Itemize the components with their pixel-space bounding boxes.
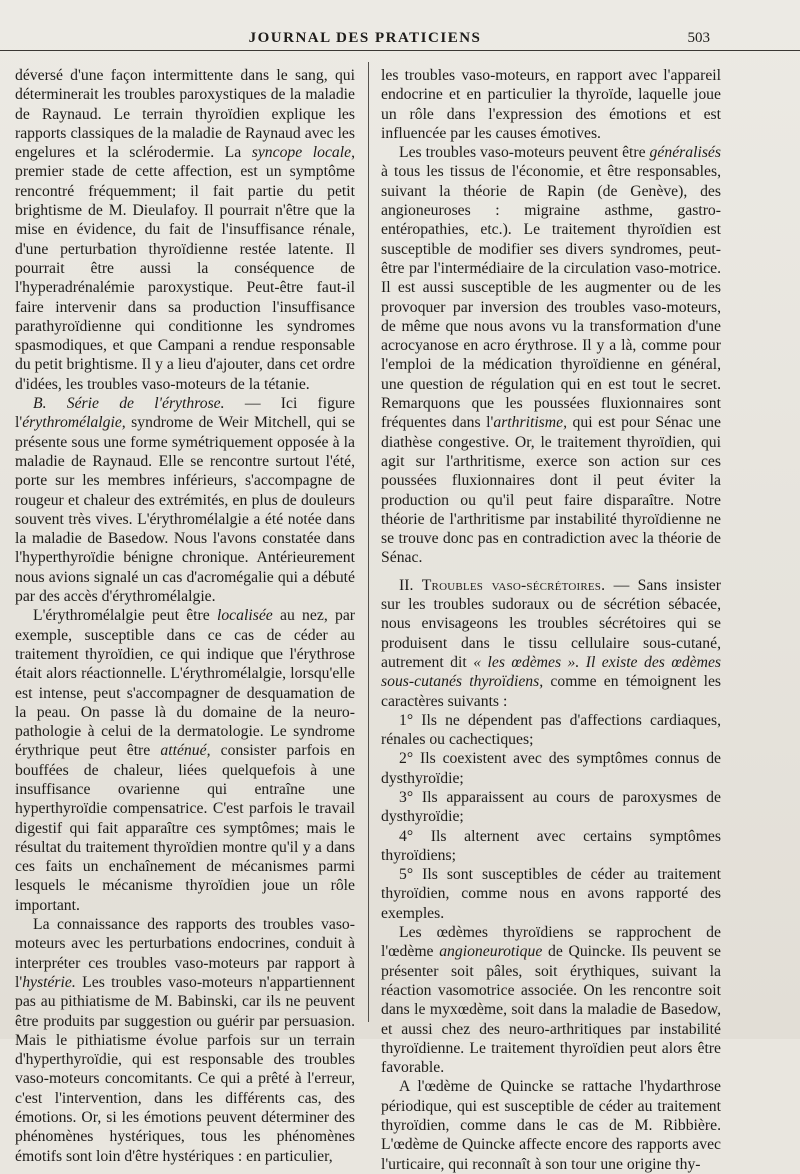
list-item: 2° Ils coexistent avec des symptômes connus de dysthyroïdie; <box>381 750 721 787</box>
paragraph: La connaissance des rapports des troubles vaso-moteurs avec les perturbations endocrines, conduit à interpréter ces troubles vaso-moteurs par rapport à l'hystérie. Les troubles vaso-moteurs n'appartiennent pas au pithiatisme de M. Babinski, car ils ne peuvent être produits par suggestion ou guérir par persuasion. Mais le pithiatisme évolue parfois sur un terrain d'hyperthyroïdie, qui est responsable des troubles vaso-moteurs concomitants. Ce qui a prêté à l'erreur, c'est l'intervention, dans les différents cas, des émotions. Or, si les émotions peuvent déterminer des phénomènes hystériques, tous les phénomènes émotifs sont loin d'être hystériques : en particulier, <box>15 916 355 1165</box>
list-item: 4° Ils alternent avec certains symptômes thyroïdiens; <box>381 827 721 864</box>
list-item: 3° Ils apparaissent au cours de paroxysmes de dysthyroïdie; <box>381 788 721 826</box>
right-column <box>381 66 721 1174</box>
paragraph: Les œdèmes thyroïdiens se rapprochent de l'œdème angioneurotique de Quincke. Ils peuvent se présenter soit pâles, soit érythiques, suivant la réaction vasomotrice associée. On les rencontre soit dans le myxœdème, soit dans la maladie de Basedow, et aussi chez des neuro-arthritiques par instabilité thyroïdienne. Le traitement thyroïdien peut alors être favorable. <box>381 924 722 1077</box>
paragraph: Les troubles vaso-moteurs peuvent être généralisés à tous les tissus de l'économie, et être responsables, suivant la théorie de Rapin (de Genève), des angioneuroses : migraine asthme, gastro-entéropathies, etc.). Le traitement thyroïdien est susceptible de modifier ses divers syndromes, peut-être par l'intermédiaire de la circulation vaso-motrice. Il est aussi susceptible de les augmenter ou de les provoquer par inversion des troubles vaso-moteurs, de même que nous avons vu la transformation d'une acrocyanose en acro érythrose. Il y a là, comme pour l'emploi de la médication thyroïdienne en général, une question de régulation qui en est tout le secret. Remarquons que les poussées fluxionnaires sont fréquentes dans l'arthritisme, qui est pour Sénac une diathèse congestive. Or, le traitement thyroïdien, qui agit sur l'arthritisme, exerce son action sur ces poussées fluxionnaires dont il peut éviter la production ou qu'il peut faire disparaître. Notre théorie de l'arthritisme par instabilité thyroïdienne ne se trouve donc pas en contradiction avec la théorie de Sénac. <box>381 144 721 567</box>
list-item: 1° Ils ne dépendent pas d'affections cardiaques, rénales ou cachectiques; <box>381 711 721 749</box>
paragraph: les troubles vaso-moteurs, en rapport avec l'appareil endocrine et en particulier la thyroïde, laquelle joue un rôle dans l'expression des émotions et est influencée par les causes émotives. <box>381 67 721 142</box>
page-number: 503 <box>687 30 710 46</box>
paragraph: A l'œdème de Quincke se rattache l'hydarthrose périodique, qui est susceptible de céder au traitement thyroïdien, comme dans le cas de M. Ribbière. L'œdème de Quincke affecte encore des rapports avec l'urticaire, qui reconnaît à son tour une origine thy- <box>381 1078 721 1173</box>
section-heading: Troubles vaso-sécrétoires. <box>421 576 606 594</box>
paragraph: B. Série de l'érythrose. — Ici figure l'érythromélalgie, syndrome de Weir Mitchell, qui se présente sous une forme symétriquement opposée à la maladie de Raynaud. Elle se rencontre surtout l'été, porte sur les membres inférieurs, s'accompagne de rougeur et chaleur des extrémités, en plus de douleurs souvent très vives. L'érythromélalgie a été notée dans la maladie de Basedow. Nous l'avons constatée dans l'hyperthyroïdie bénigne chronique. Antérieurement nous avions signalé un cas d'acromégalie qui a débuté par des accès d'érythromélalgie. <box>15 395 355 606</box>
paragraph: L'érythromélalgie peut être localisée au nez, par exemple, susceptible dans ce cas de céder au traitement thyroïdien, ce qui indique que l'érythrose était alors réactionnelle. L'érythromélalgie, lorsqu'elle est intense, peut s'accompagner de desquamation de la peau. On passe là du domaine de la neuro-pathologie à celui de la dermatologie. Le syndrome érythrique peut être atténué, consister parfois en bouffées de chaleur, liées quelquefois à une insuffisance ovarienne qui entraîne une hyperthyroïdie compensatrice. C'est parfois le travail digestif qui fait apparaître ces symptômes; mais le résultat du traitement thyroïdien montre qu'il y a dans ces faits un enchaînement de mécanismes parmi lesquels le mécanisme thyroïdien joue un rôle important. <box>15 607 356 914</box>
column-divider <box>368 62 369 1022</box>
left-column <box>15 66 355 1166</box>
section-heading-paragraph: II. Troubles vaso-sécrétoires. — Sans insister sur les troubles sudoraux ou de sécrétion sébacée, nous envisageons les troubles sécrétoires qui se produisent dans le tissu cellulaire sous-cutané, autrement dit « les œdèmes ». Il existe des œdèmes sous-cutanés thyroïdiens, comme en témoignent les caractères suivants : <box>381 576 722 710</box>
journal-title: JOURNAL DES PRATICIENS <box>248 30 482 46</box>
running-header <box>0 28 800 51</box>
list-item: 5° Ils sont susceptibles de céder au traitement thyroïdien, comme nous en avons rapporté des exemples. <box>381 866 721 922</box>
section-label: B. Série de l'érythrose. <box>33 395 225 413</box>
paragraph: déversé d'une façon intermittente dans le sang, qui déterminerait les troubles paroxystiques de la maladie de Raynaud. Le terrain thyroïdien explique les rapports classiques de la maladie de Raynaud avec les engelures et la sclérodermie. La syncope locale, premier stade de cette affection, est un symptôme rencontré fréquemment; il fait partie du petit brightisme de M. Dieulafoy. Il pourrait n'être que la mise en évidence, du fait de l'insuffisance rénale, d'une perturbation thyroïdienne restée latente. Il pourrait être aussi la conséquence de l'hyperadrénalémie paroxystique. Peut-être faut-il faire intervenir dans sa production l'insuffisance parathyroïdienne qui conditionne les syndromes spasmodiques, et que Campani a rendue responsable du petit brightisme. Il y a lieu d'ajouter, dans cet ordre d'idées, les troubles vaso-moteurs de la tétanie. <box>15 67 355 393</box>
